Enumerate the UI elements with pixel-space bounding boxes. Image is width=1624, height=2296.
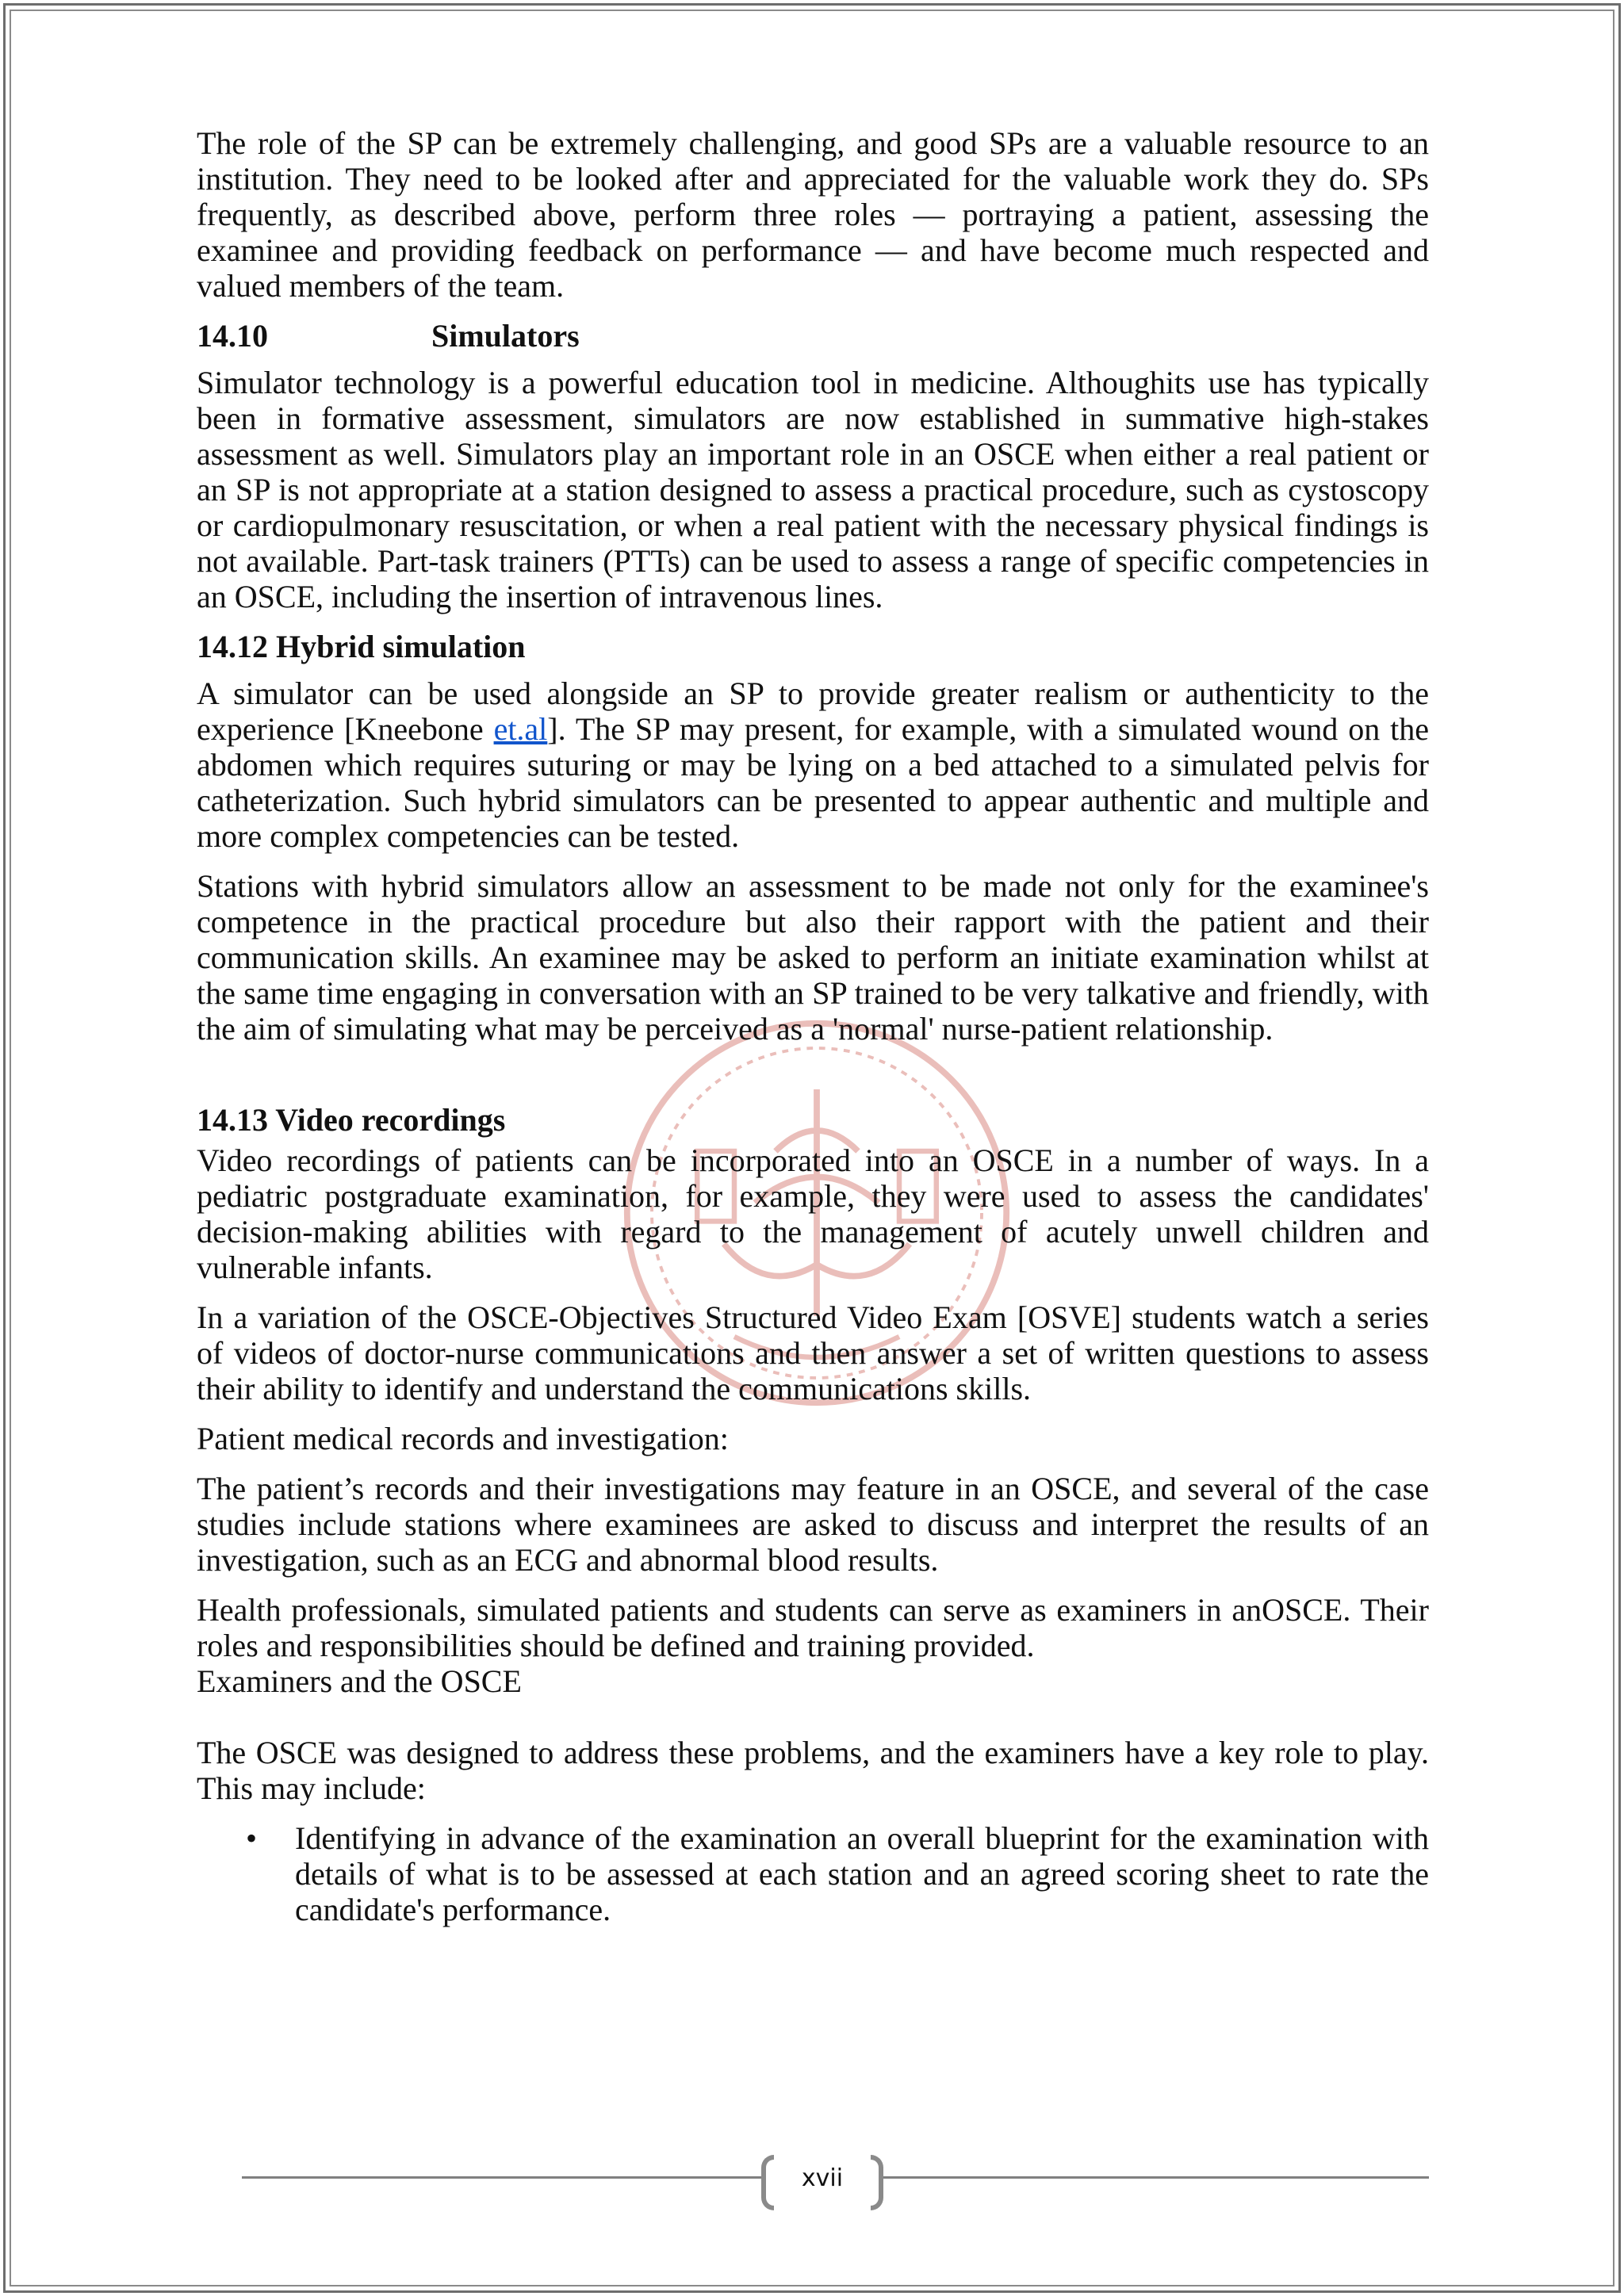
heading-hybrid-simulation: 14.12 Hybrid simulation [197,629,526,664]
paragraph-video-2: In a variation of the OSCE-Objectives Structured Video Exam [OSVE] students watch a series of videos of doctor-nurse communications and then answer a set of written questions to assess their ability to identify and understand the communications skills. [197,1299,1429,1406]
list-item-text: Identifying in advance of the examination an overall blueprint for the examination with details of what is to be assessed at each station and an agreed scoring sheet to rate the candidate's performance. [295,1820,1429,1927]
document-body [197,125,1429,1927]
heading-simulators [197,318,1429,354]
paragraph-health-professionals: Health professionals, simulated patients and students can serve as examiners in anOSCE. Their roles and responsibilities should be defined and training provided. [197,1592,1429,1663]
bullet-list [197,1820,1429,1927]
footer-rule-right [883,2176,1429,2179]
paragraph-sp-role: The role of the SP can be extremely challenging, and good SPs are a valuable resource to an institution. They need to be looked after and appreciated for the valuable work they do. SPs frequently, as described above, perform three roles — portraying a patient, assessing the examinee and providing feedback on performance — and have become much respected and valued members of the team. [197,125,1429,304]
paragraph-osce-design: The OSCE was designed to address these problems, and the examiners have a key role to play. This may include: [197,1735,1429,1806]
footer-bracket-right [871,2155,883,2210]
paragraph-records: The patient’s records and their investigations may feature in an OSCE, and several of the case studies include stations where examinees are asked to discuss and interpret the results of an investigation, such as an ECG and abnormal blood results. [197,1471,1429,1578]
paragraph-video-1: Video recordings of patients can be incorporated into an OSCE in a number of ways. In a pediatric postgraduate examination, for example, they were used to assess the candidates' decision-making abilities with regard to the management of acutely unwell children and vulnerable infants. [197,1142,1429,1285]
footer-bracket-left [761,2155,774,2210]
paragraph-simulators: Simulator technology is a powerful education tool in medicine. Althoughits use has typically been in formative assessment, simulators are now established in summative high-stakes assessment as well. Simulators play an important role in an OSCE when either a real patient or an SP is not appropriate at a station designed to assess a practical procedure, such as cystoscopy or cardiopulmonary resuscitation, or when a real patient with the necessary physical findings is not available. Part-task trainers (PTTs) can be used to assess a range of specific competencies in an OSCE, including the insertion of intravenous lines. [197,365,1429,614]
examiners-label: Examiners and the OSCE [197,1663,522,1699]
bullet-marker: • [246,1820,258,1856]
citation-link[interactable]: et.al [493,711,548,747]
list-item [197,1820,1429,1927]
paragraph-hybrid-1-text-cont: ]. The SP may present, for example, with a simulated wound on the abdomen which requires suturing or may be lying on a bed attached to a simulated pelvis for catheterization. Such hybrid simulators can be presented to appear authentic and multiple and more complex competencies can be tested. [197,711,1430,854]
heading-number: 14.10 [197,318,268,354]
heading-video-recordings: 14.13 Video recordings [197,1102,506,1138]
paragraph-hybrid-1-text: A simulator can be used alongside an SP to provide greater realism or authenticity to the experience [Kneebone [197,675,1429,747]
paragraph-hybrid-2: Stations with hybrid simulators allow an assessment to be made not only for the examinee's competence in the practical procedure but also their rapport with the patient and their communication skills. An examinee may be asked to perform an initiate examination whilst at the same time engaging in conversation with an SP trained to be very talkative and friendly, with the aim of simulating what may be perceived as a 'normal' nurse-patient relationship. [197,868,1429,1047]
footer-rule-left [242,2176,761,2179]
records-label: Patient medical records and investigation: [197,1421,729,1456]
page-number: xvii [801,2164,844,2192]
paragraph-hybrid-1 [197,675,1429,854]
heading-title: Simulators [431,318,580,354]
